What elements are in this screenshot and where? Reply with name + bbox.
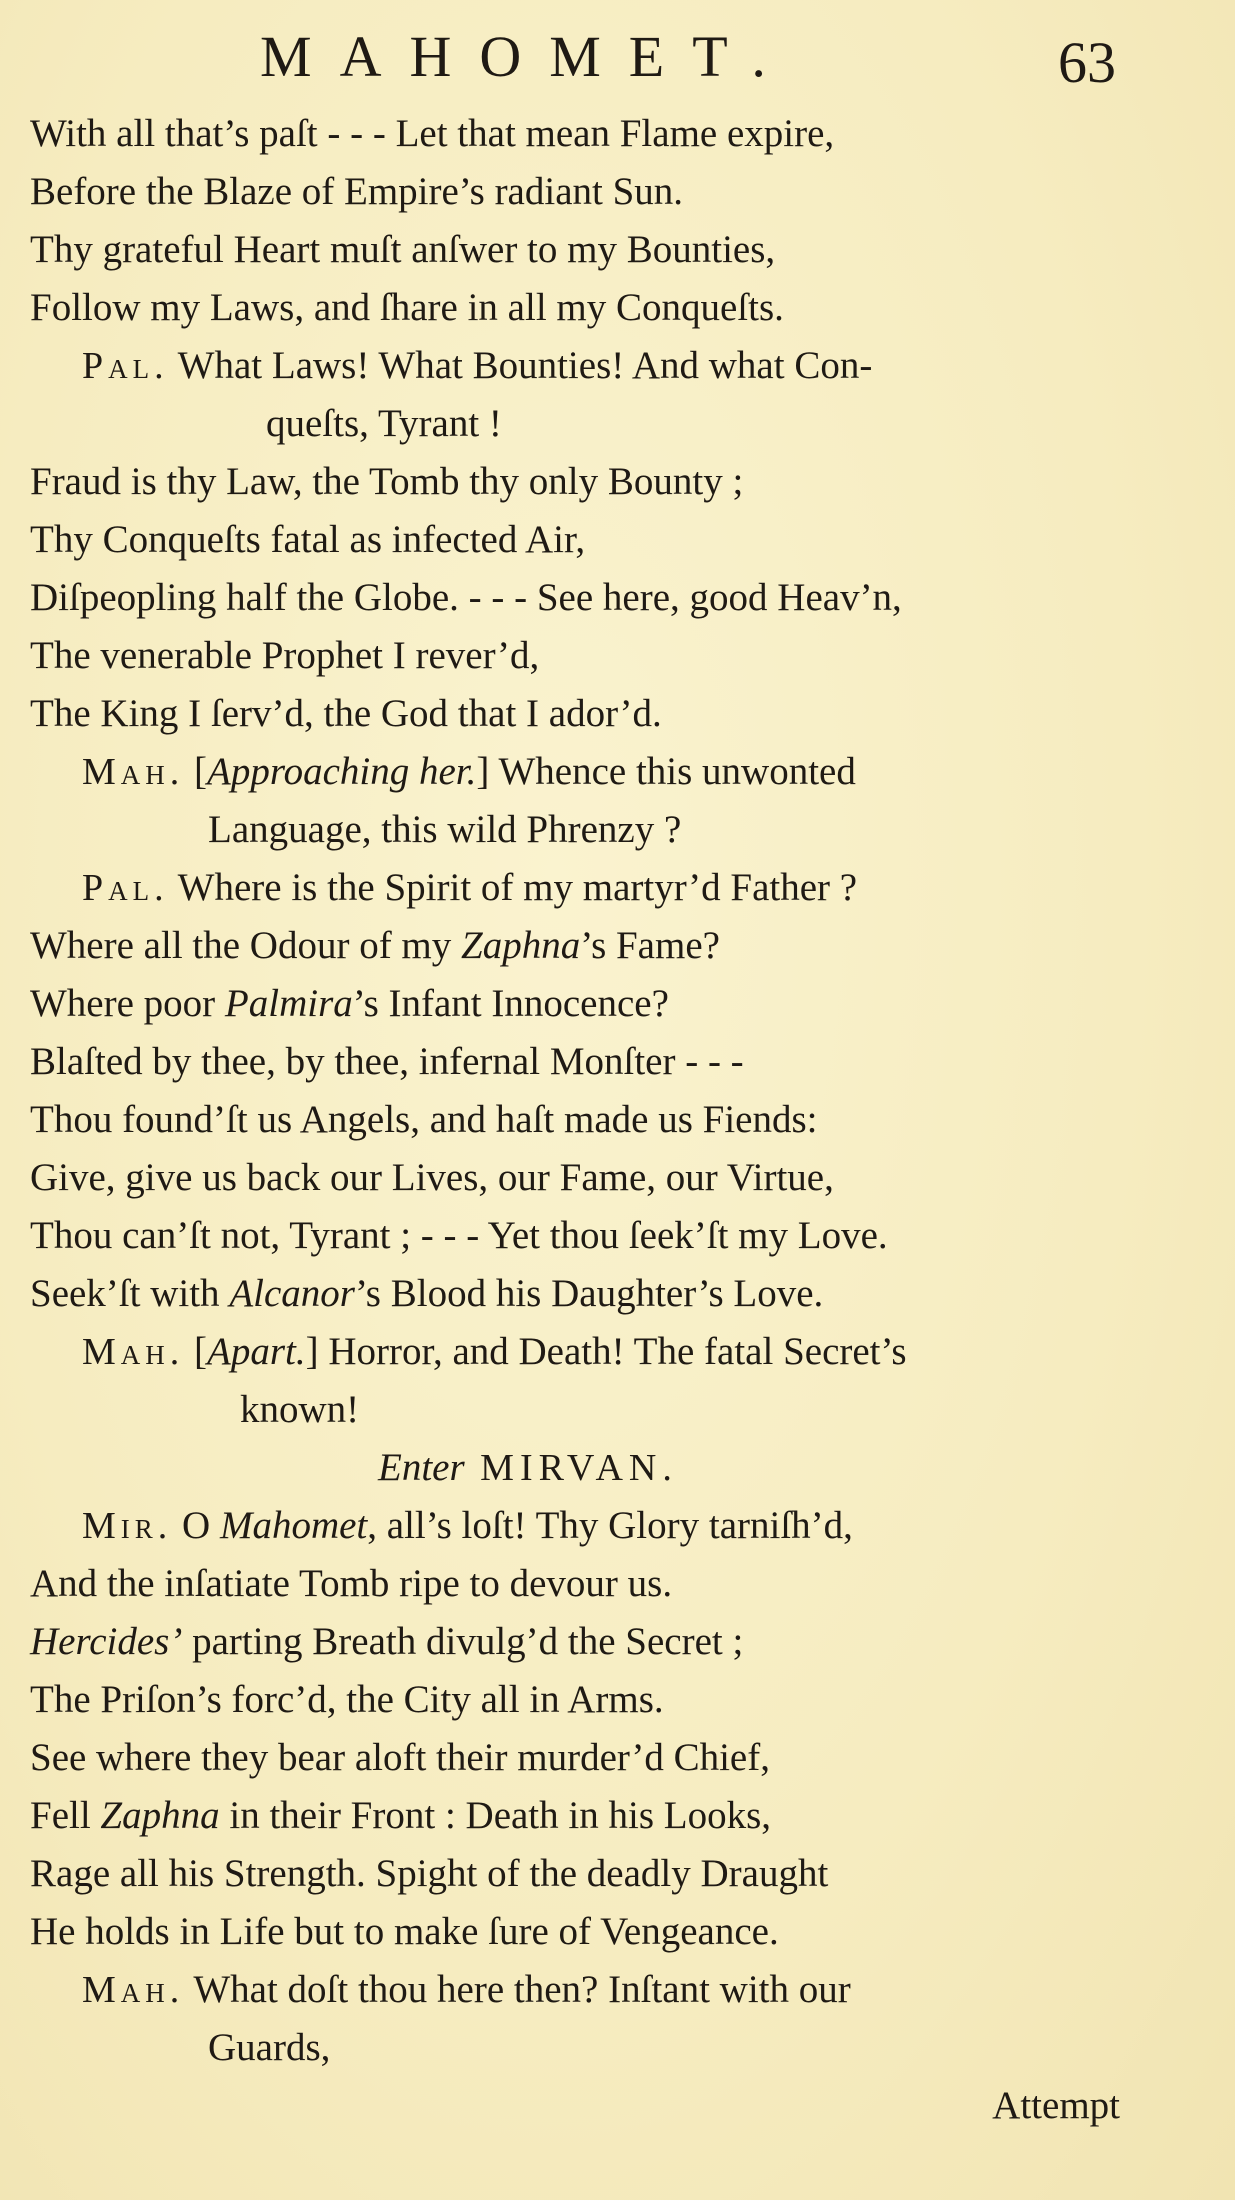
verse-line: Seek’ſt with Alcanor’s Blood his Daughter’s Love. bbox=[30, 1272, 824, 1315]
verse-line: The King I ſerv’d, the God that I ador’d. bbox=[30, 692, 662, 735]
verse-line: known! bbox=[240, 1388, 360, 1431]
verse-line: Diſpeopling half the Globe. - - - See here, good Heav’n, bbox=[30, 576, 902, 619]
verse-line: Rage all his Strength. Spight of the deadly Draught bbox=[30, 1852, 829, 1895]
entering-character: MIRVAN. bbox=[464, 1447, 678, 1489]
speech-line: Mah. What doſt thou here then? Inſtant with our bbox=[82, 1968, 851, 2011]
verse-line: Thou found’ſt us Angels, and haſt made us Fiends: bbox=[30, 1098, 818, 1141]
stage-direction: Apart. bbox=[207, 1330, 306, 1373]
character-name: Mahomet bbox=[219, 1504, 368, 1547]
verse-line: Fraud is thy Law, the Tomb thy only Bounty ; bbox=[30, 460, 744, 503]
stage-entrance bbox=[30, 1439, 1220, 1497]
verse-line: Fell Zaphna in their Front : Death in his Looks, bbox=[30, 1794, 771, 1837]
verse-line: Follow my Laws, and ſhare in all my Conqueſts. bbox=[30, 286, 784, 329]
speaker-name: Pal. bbox=[82, 345, 169, 387]
page-number: 63 bbox=[1058, 30, 1116, 95]
character-name: Hercides’ bbox=[30, 1620, 183, 1663]
character-name: Alcanor bbox=[229, 1272, 355, 1315]
speech-line: Mah. [Approaching her.] Whence this unwonted bbox=[82, 750, 856, 793]
play-text bbox=[30, 105, 1220, 2135]
speech-line: Mah. [Apart.] Horror, and Death! The fatal Secret’s bbox=[82, 1330, 907, 1373]
stage-direction: Approaching her. bbox=[207, 750, 477, 793]
character-name: Zaphna bbox=[100, 1794, 220, 1837]
speaker-name: Mah. bbox=[82, 751, 185, 793]
page-header bbox=[0, 18, 1235, 95]
speaker-name: Mah. bbox=[82, 1969, 185, 2011]
verse-line: Blaſted by thee, by thee, infernal Monſter - - - bbox=[30, 1040, 744, 1083]
speech-line: Pal. Where is the Spirit of my martyr’d Father ? bbox=[82, 866, 858, 909]
verse-line: The venerable Prophet I rever’d, bbox=[30, 634, 540, 677]
verse-line: See where they bear aloft their murder’d Chief, bbox=[30, 1736, 770, 1779]
verse-line: Thy grateful Heart muſt anſwer to my Bounties, bbox=[30, 228, 776, 271]
enter-label: Enter bbox=[378, 1446, 465, 1489]
speech-line: Pal. What Laws! What Bounties! And what Con- bbox=[82, 344, 873, 387]
speaker-name: Mah. bbox=[82, 1331, 185, 1373]
catchword: Attempt bbox=[992, 2084, 1120, 2127]
verse-line: queſts, Tyrant ! bbox=[266, 402, 502, 445]
verse-line: Where all the Odour of my Zaphna’s Fame? bbox=[30, 924, 720, 967]
character-name: Palmira bbox=[224, 982, 353, 1025]
verse-line: The Priſon’s forc’d, the City all in Arms. bbox=[30, 1678, 664, 1721]
verse-line: Guards, bbox=[208, 2026, 331, 2069]
character-name: Zaphna bbox=[461, 924, 581, 967]
verse-line: Language, this wild Phrenzy ? bbox=[208, 808, 682, 851]
verse-line: And the inſatiate Tomb ripe to devour us. bbox=[30, 1562, 673, 1605]
verse-line: Where poor Palmira’s Infant Innocence? bbox=[30, 982, 669, 1025]
verse-line: Before the Blaze of Empire’s radiant Sun. bbox=[30, 170, 684, 213]
running-title: MAHOMET. bbox=[260, 24, 794, 89]
verse-line: Thy Conqueſts fatal as infected Air, bbox=[30, 518, 586, 561]
speaker-name: Pal. bbox=[82, 867, 169, 909]
verse-line: Give, give us back our Lives, our Fame, our Virtue, bbox=[30, 1156, 834, 1199]
verse-line: He holds in Life but to make ſure of Vengeance. bbox=[30, 1910, 779, 1953]
verse-line: With all that’s paſt - - - Let that mean Flame expire, bbox=[30, 112, 835, 155]
verse-line: Thou can’ſt not, Tyrant ; - - - Yet thou ſeek’ſt my Love. bbox=[30, 1214, 888, 1257]
speaker-name: Mir. bbox=[82, 1505, 173, 1547]
verse-line: Hercides’ parting Breath divulg’d the Secret ; bbox=[30, 1620, 744, 1663]
speech-line: Mir. O Mahomet, all’s loſt! Thy Glory tarniſh’d, bbox=[82, 1504, 853, 1547]
